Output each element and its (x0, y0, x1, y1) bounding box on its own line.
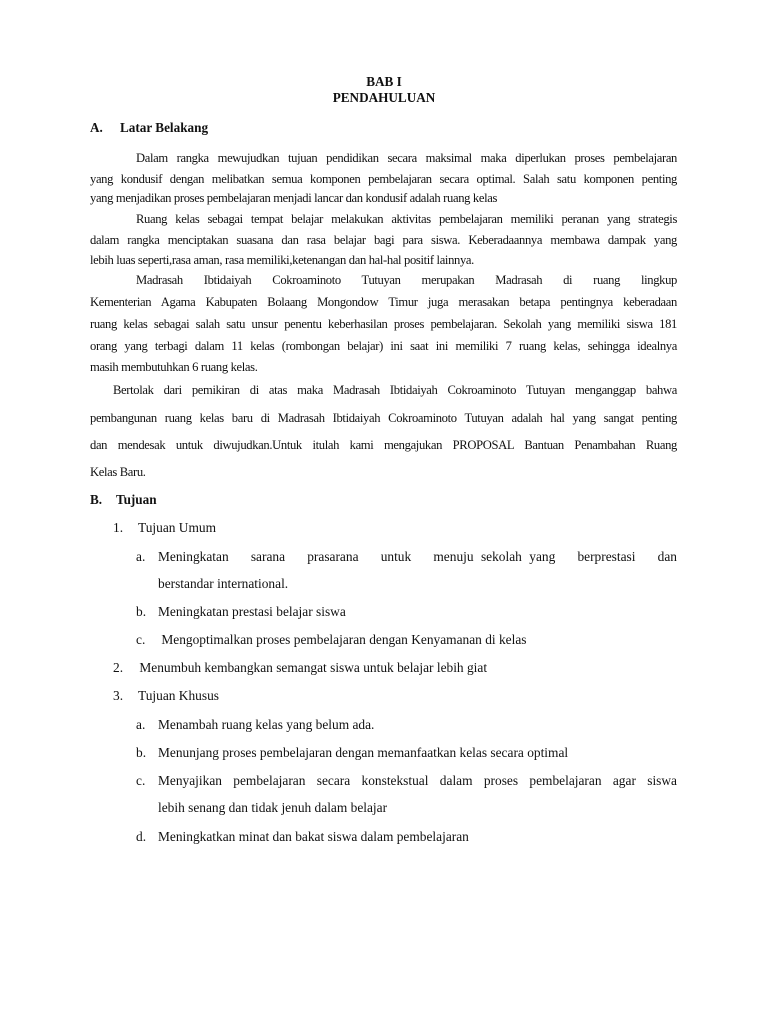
section-b-heading: Tujuan (116, 492, 157, 507)
list-item-continuation: berstandar international. (158, 576, 289, 591)
list-item: Menumbuh kembangkan semangat siswa untuk belajar lebih giat (136, 660, 488, 675)
chapter-title: PENDAHULUAN (332, 90, 436, 105)
para-line: dalam rangka menciptakan suasana dan rasa belajar bagi para siswa. Keberadaannya membawa dampak yang (90, 233, 677, 247)
para-line: dan mendesak untuk diwujudkan.Untuk itulah kami mengajukan PROPOSAL Bantuan Penambahan Ruang (90, 438, 677, 452)
list-letter: c. (136, 632, 146, 647)
list-letter: b. (136, 745, 147, 760)
list-item: Menunjang proses pembelajaran dengan memanfaatkan kelas secara optimal (158, 745, 569, 760)
section-a-heading: Latar Belakang (120, 120, 209, 135)
section-a-marker: A. (90, 120, 103, 135)
list-item: Meningkatkan minat dan bakat siswa dalam pembelajaran (158, 829, 469, 844)
para-line: yang kondusif dengan melibatkan semua komponen pembelajaran secara optimal. Salah satu komponen penting (90, 172, 677, 186)
list-item: Menyajikan pembelajaran secara konstekstual dalam proses pembelajaran agar siswa (158, 773, 677, 788)
list-item: Menambah ruang kelas yang belum ada. (158, 717, 375, 732)
para-line: Dalam rangka mewujudkan tujuan pendidikan secara maksimal maka diperlukan proses pembelajaran (136, 151, 677, 165)
list-item-continuation: lebih senang dan tidak jenuh dalam belajar (158, 800, 388, 815)
para-line: masih membutuhkan 6 ruang kelas. (90, 360, 258, 374)
para-line: yang menjadikan proses pembelajaran menjadi lancar dan kondusif adalah ruang kelas (90, 191, 498, 205)
section-b-marker: B. (90, 492, 103, 507)
para-line: ruang kelas sebagai salah satu unsur penentu keberhasilan proses pembelajaran. Sekolah yang memiliki siswa 181 (90, 317, 677, 331)
list-letter: c. (136, 773, 146, 788)
list-letter: a. (136, 549, 146, 564)
para-line: pembangunan ruang kelas baru di Madrasah Ibtidaiyah Cokroaminoto Tutuyan adalah hal yang sangat penting (90, 411, 677, 425)
chapter-number: BAB I (366, 74, 402, 89)
para-line: Bertolak dari pemikiran di atas maka Madrasah Ibtidaiyah Cokroaminoto Tutuyan menganggap bahwa (113, 383, 677, 397)
list-number: 1. (113, 520, 124, 535)
para-line: orang yang terbagi dalam 11 kelas (rombongan belajar) ini saat ini memiliki 7 ruang kelas, sehingga idealnya (90, 339, 677, 353)
list-number: 2. (113, 660, 124, 675)
list-item: Meningkatan sarana prasarana untuk menuju sekolah yang berprestasi dan (158, 549, 677, 564)
list-item: Meningkatan prestasi belajar siswa (158, 604, 346, 619)
list-letter: d. (136, 829, 147, 844)
para-line: Ruang kelas sebagai tempat belajar melakukan aktivitas pembelajaran memiliki peranan yang strategis (136, 212, 677, 226)
list-item: Tujuan Umum (138, 520, 217, 535)
para-line: Kelas Baru. (90, 465, 146, 479)
para-line: lebih luas seperti,rasa aman, rasa memiliki,ketenangan dan hal-hal positif lainnya. (90, 253, 474, 267)
para-line: Kementerian Agama Kabupaten Bolaang Mongondow Timur juga merasakan betapa pentingnya keberadaan (90, 295, 677, 309)
list-item: Mengoptimalkan proses pembelajaran dengan Kenyamanan di kelas (158, 632, 527, 647)
list-item: Tujuan Khusus (138, 688, 219, 703)
list-letter: b. (136, 604, 147, 619)
list-letter: a. (136, 717, 146, 732)
para-line: Madrasah Ibtidaiyah Cokroaminoto Tutuyan merupakan Madrasah di ruang lingkup (136, 273, 677, 287)
list-number: 3. (113, 688, 124, 703)
